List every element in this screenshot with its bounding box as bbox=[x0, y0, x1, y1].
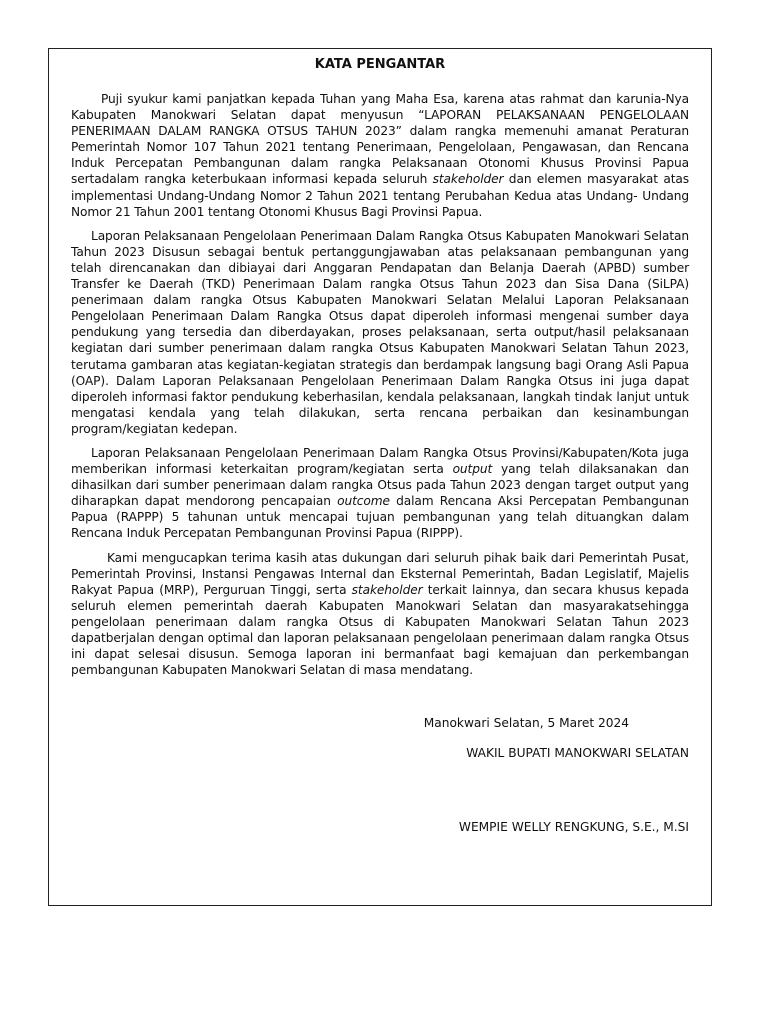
text-run: yang telah dilaksanakan dan dihasilkan dari sumber penerimaan dalam rangka Otsus pada Tahun 2023 dengan target output yang diharapkan dapat mendorong pencapaian bbox=[71, 462, 689, 509]
text-run: Laporan Pelaksanaan Pengelolaan Penerimaan Dalam Rangka Otsus Provinsi/Kabupaten/Kota juga memberikan informasi keterkaitan program/kegiatan serta bbox=[71, 445, 689, 477]
text-run: dan elemen masyarakat atas implementasi Undang-Undang Nomor 2 Tahun 2021 tentang Perubahan Kedua atas Undang- Undang Nomor 21 Tahun 2001 tentang Otonomi Khusus Bagi Provinsi Papua. bbox=[71, 172, 689, 219]
paragraph-4 bbox=[71, 550, 689, 679]
signature-role: WAKIL BUPATI MANOKWARI SELATAN bbox=[466, 746, 689, 760]
paragraph-2 bbox=[71, 228, 689, 437]
text-run: dalam Rencana Aksi Percepatan Pembangunan Papua (RAPPP) 5 tahunan untuk mencapai tujuan pembangunan yang telah dituangkan dalam Rencana Induk Percepatan Pembangunan Provinsi Papua (RIPPP). bbox=[71, 494, 690, 541]
page-title: KATA PENGANTAR bbox=[314, 57, 446, 72]
italic-term: stakeholder bbox=[432, 172, 504, 187]
paragraph-3 bbox=[71, 445, 689, 542]
text-run: Laporan Pelaksanaan Pengelolaan Penerimaan Dalam Rangka Otsus Kabupaten Manokwari Selatan Tahun 2023 Disusun sebagai bentuk pertanggungjawaban atas pelaksanaan pembangunan yang telah direncanakan dan dibiayai dari Anggaran Pendapatan dan Belanja Daerah (APBD) sumber Transfer ke Daerah (TKD) Penerimaan Dalam rangka Otsus Tahun 2023 dan Sisa Dana (SiLPA) penerimaan dalam rangka Otsus Kabupaten Manokwari Selatan Melalui Laporan Pelaksanaan Pengelolaan Penerimaan Dalam Rangka Otsus dapat diperoleh informasi mengenai sumber daya pendukung yang tersedia dan diberdayakan, proses pelaksanaan, serta output/hasil pelaksanaan kegiatan dari sumber penerimaan dalam rangka Otsus Kabupaten Manokwari Selatan Tahun 2023, terutama gambaran atas kegiatan-kegiatan strategis dan berdampak langsung bagi Orang Asli Papua (OAP). Dalam Laporan Pelaksanaan Pengelolaan Penerimaan Dalam Rangka Otsus ini juga dapat diperoleh informasi faktor pendukung keberhasilan, kendala pelaksanaan, langkah tindak lanjut untuk mengatasi kendala yang telah dilakukan, serta rencana perbaikan dan kesinambungan program/kegiatan kedepan. bbox=[71, 228, 689, 436]
text-run: Kami mengucapkan terima kasih atas dukungan dari seluruh pihak baik dari Pemerintah Pusat, Pemerintah Provinsi, Instansi Pengawas Internal dan Eksternal Pemerintah, Badan Legislatif, Majelis Rakyat Papua (MRP), Perguruan Tinggi, serta bbox=[71, 550, 689, 597]
text-run: terkait lainnya, dan secara khusus kepada seluruh elemen pemerintah daerah Kabupaten Manokwari Selatan dan masyarakatsehingga pengelolaan penerimaan dalam rangka Otsus di Kabupaten Manokwari Selatan Tahun 2023 dapatberjalan dengan optimal dan laporan pelaksanaan pengelolaan penerimaan dalam rangka Otsus ini dapat selesai disusun. Semoga laporan ini bermanfaat bagi kemajuan dan perkembangan pembangunan Kabupaten Manokwari Selatan di masa mendatang. bbox=[71, 582, 689, 678]
page-frame bbox=[48, 48, 712, 906]
text-run: Puji syukur kami panjatkan kepada Tuhan yang Maha Esa, karena atas rahmat dan karunia-Nya Kabupaten Manokwari Selatan dapat menyusun “LAPORAN PELAKSANAAN PENGELOLAAN PENERIMAAN DALAM RANGKA OTSUS TAHUN 2023” dalam rangka memenuhi amanat Peraturan Pemerintah Nomor 107 Tahun 2021 tentang Penerimaan, Pengelolaan, Pengawasan, dan Rencana Induk Percepatan Pembangunan dalam rangka Pelaksanaan Otonomi Khusus Provinsi Papua sertadalam rangka keterbukaan informasi kepada seluruh bbox=[71, 92, 689, 187]
signature-name: WEMPIE WELLY RENGKUNG, S.E., M.SI bbox=[458, 820, 689, 834]
italic-term: output bbox=[452, 462, 493, 477]
signature-place-date: Manokwari Selatan, 5 Maret 2024 bbox=[423, 716, 629, 730]
body-text bbox=[71, 91, 689, 678]
paragraph-1 bbox=[71, 91, 689, 220]
italic-term: outcome bbox=[337, 494, 390, 509]
italic-term: stakeholder bbox=[351, 582, 423, 597]
